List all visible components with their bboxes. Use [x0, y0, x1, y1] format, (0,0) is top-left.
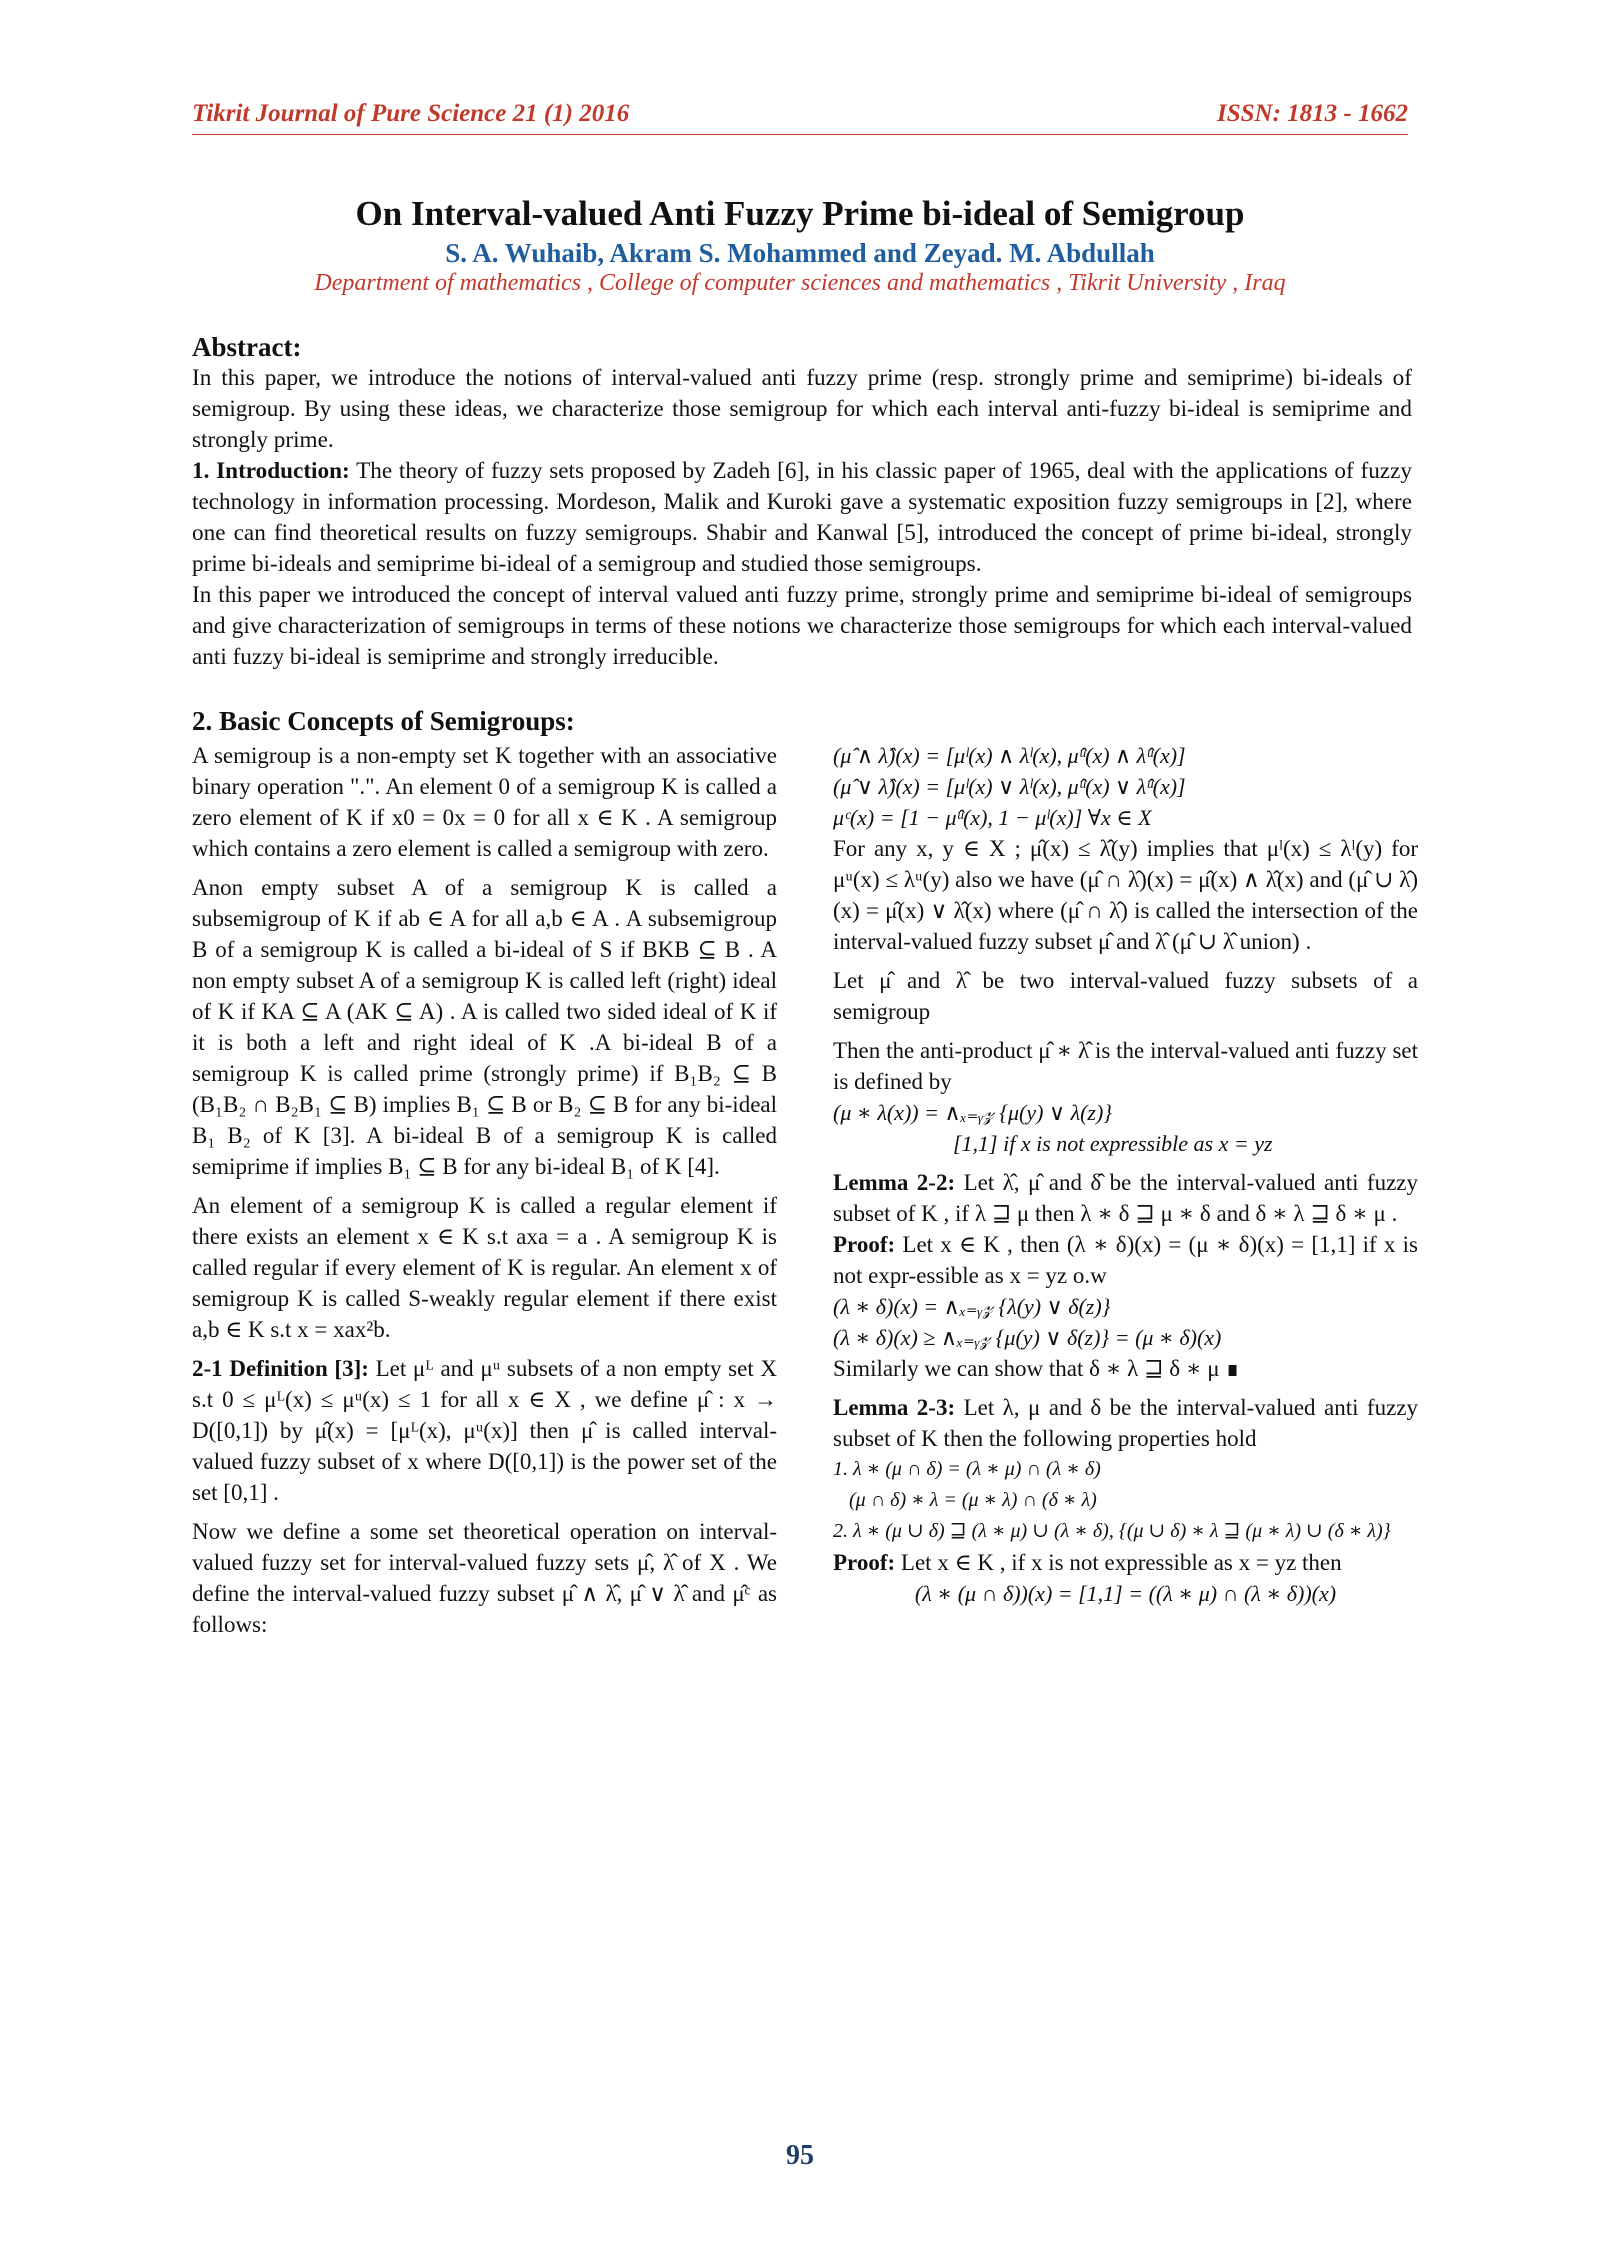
property-2: 2. λ ∗ (μ ∪ δ) ⊒ (λ ∗ μ) ∪ (λ ∗ δ), {(μ ∪ δ) ∗ λ ⊒ (μ ∗ λ) ∪ (δ ∗ λ)} — [833, 1520, 1391, 1542]
proof-conclusion: Similarly we can show that δ ∗ λ ⊒ δ ∗ μ ∎ — [833, 1356, 1240, 1381]
definition-heading: 2-1 Definition [3]: — [192, 1356, 369, 1381]
abstract-heading: Abstract: — [192, 332, 302, 362]
proof-equation-1: (λ ∗ δ)(x) = ∧ₓ₌ᵧ𝓏 {λ(y) ∨ δ(z)} — [833, 1294, 1111, 1319]
paper-authors: S. A. Wuhaib, Akram S. Mohammed and Zeyad. M. Abdullah — [445, 238, 1155, 268]
intro-heading: 1. Introduction: — [192, 458, 350, 484]
abstract-section — [192, 332, 1412, 673]
definition-text: Let μᴸ and μᵘ subsets of a non empty set X s.t 0 ≤ μᴸ(x) ≤ μᵘ(x) ≤ 1 for all x ∈ X , we define μ̂ : x → D([0,1]) by μ̂(x) = [μᴸ(x), μᵘ(x)] then μ̂ is called interval-valued fuzzy subset of x where D([0,1]) is the power set of the set [0,1] . — [192, 1356, 778, 1505]
proof-lemma-2-3 — [833, 1547, 1418, 1578]
property-1a: 1. λ ∗ (μ ∩ δ) = (λ ∗ μ) ∩ (λ ∗ δ) — [833, 1458, 1101, 1480]
equation-meet: (μ̂ ∧ λ̂)(x) = [μˡ(x) ∧ λˡ(x), μ̂ᵘ(x) ∧ λ̂ᵘ(x)] — [833, 743, 1186, 768]
right-column — [833, 740, 1418, 1609]
lemma-2-3-text: Let λ, μ and δ be the interval-valued anti fuzzy subset of K then the following properties hold — [833, 1395, 1418, 1451]
proof-lemma-2-2 — [833, 1229, 1418, 1291]
basic-paragraph-1: A semigroup is a non-empty set K together with an associative binary operation ".". An element 0 of a semigroup K is called a zero element of K if x0 = 0x = 0 for all x ∈ K . A semigroup which contains a zero element is called a semigroup with zero. — [192, 743, 777, 861]
abstract-text: In this paper, we introduce the notions of interval-valued anti fuzzy prime (resp. strongly prime and semiprime) bi-ideals of semigroup. By using these ideas, we characterize those semigroup for which each interval anti-fuzzy bi-ideal is semiprime and strongly prime. — [192, 365, 1412, 453]
lemma-2-2-heading: Lemma 2-2: — [833, 1170, 956, 1195]
basic-paragraph-4: Now we define a some set theoretical operation on interval-valued fuzzy set for interval-valued fuzzy sets μ̂, λ̂ of X . We define the interval-valued fuzzy subset μ̂ ∧ λ̂, μ̂ ∨ λ̂ and μ̂ᶜ as follows: — [192, 1519, 777, 1637]
lemma-2-3-heading: Lemma 2-3: — [833, 1395, 956, 1420]
lemma-2-2-text: Let λ̂, μ̂ and δ̂ be the interval-valued anti fuzzy subset of K , if λ ⊒ μ then λ ∗ δ ⊒ μ ∗ δ and δ ∗ λ ⊒ δ ∗ μ . — [833, 1170, 1418, 1226]
lemma-2-2 — [833, 1167, 1418, 1229]
anti-product-paragraph: Then the anti-product μ̂ ∗ λ̂ is the interval-valued anti fuzzy set is defined by — [833, 1038, 1418, 1094]
intro-paragraph-2: In this paper we introduced the concept of interval valued anti fuzzy prime, strongly prime and semiprime bi-ideal of semigroups and give characterization of semigroups in terms of these notions we characterize those semigroups for which each interval-valued anti fuzzy bi-ideal is semiprime and strongly irreducible. — [192, 582, 1412, 670]
journal-name: Tikrit Journal of Pure Science 21 (1) 2016 — [192, 100, 630, 127]
intro-text-1: The theory of fuzzy sets proposed by Zadeh [6], in his classic paper of 1965, deal with the applications of fuzzy technology in information processing. Mordeson, Malik and Kuroki gave a systematic exposition fuzzy semigroups in [2], where one can find theoretical results on fuzzy semigroups. Shabir and Kanwal [5], introduced the concept of prime bi-ideal, strongly prime bi-ideals and semiprime bi-ideal of a semigroup and studied those semigroups. — [192, 458, 1412, 577]
page-number: 95 — [786, 2140, 814, 2171]
order-paragraph: For any x, y ∈ X ; μ̂(x) ≤ λ̂(y) implies that μˡ(x) ≤ λˡ(y) for μᵘ(x) ≤ λᵘ(y) also we have (μ̂ ∩ λ̂)(x) = μ̂(x) ∧ λ̂(x) and (μ̂ ∪ λ̂)(x) = μ̂(x) ∨ λ̂(x) where (μ̂ ∩ λ̂) is called the intersection of the interval-valued fuzzy subset μ̂ and λ̂ (μ̂ ∪ λ̂ union) . — [833, 836, 1418, 954]
proof-equation-2: (λ ∗ δ)(x) ≥ ∧ₓ₌ᵧ𝓏 {μ(y) ∨ δ(z)} = (μ ∗ δ)(x) — [833, 1325, 1222, 1350]
left-column — [192, 740, 777, 1640]
intro-paragraph-1 — [192, 456, 1412, 580]
issn: ISSN: 1813 - 1662 — [1217, 100, 1408, 127]
proof-2-equation: (λ ∗ (μ ∩ δ))(x) = [1,1] = ((λ ∗ μ) ∩ (λ ∗ δ))(x) — [914, 1581, 1337, 1606]
proof-heading: Proof: — [833, 1232, 896, 1257]
paper-affiliation: Department of mathematics , College of computer sciences and mathematics , Tikrit University , Iraq — [314, 270, 1286, 296]
property-1b: (μ ∩ δ) ∗ λ = (μ ∗ λ) ∩ (δ ∗ λ) — [849, 1489, 1097, 1511]
let-paragraph: Let μ̂ and λ̂ be two interval-valued fuzzy subsets of a semigroup — [833, 968, 1418, 1024]
running-header — [192, 100, 1408, 135]
equation-join: (μ̂ ∨ λ̂)(x) = [μˡ(x) ∨ λˡ(x), μ̂ᵘ(x) ∨ λ̂ᵘ(x)] — [833, 774, 1186, 799]
proof-2-heading: Proof: — [833, 1550, 896, 1575]
anti-product-equation-case-1: (μ ∗ λ(x)) = ∧ₓ₌ᵧ𝓏 {μ(y) ∨ λ(z)} — [833, 1100, 1113, 1125]
lemma-2-3 — [833, 1392, 1418, 1454]
basic-paragraph-2: Anon empty subset A of a semigroup K is called a subsemigroup of K if ab ∈ A for all a,b ∈ A . A subsemigroup B of a semigroup K is called a bi-ideal of S if BKB ⊆ B . A non empty subset A of a semigroup K is called left (right) ideal of K if KA ⊆ A (AK ⊆ A) . A is called two sided ideal of K if it is both a left and right ideal of K .A bi-ideal B of a semigroup K is called prime (strongly prime) if B₁B₂ ⊆ B (B₁B₂ ∩ B₂B₁ ⊆ B) implies B₁ ⊆ B or B₂ ⊆ B for any bi-ideal B₁ B₂ of K [3]. A bi-ideal B of a semigroup K is called semiprime if implies B₁ ⊆ B for any bi-ideal B₁ of K [4]. — [192, 875, 777, 1179]
proof-2-text: Let x ∈ K , if x is not expressible as x = yz then — [900, 1550, 1342, 1575]
basic-paragraph-3: An element of a semigroup K is called a regular element if there exists an element x ∈ K s.t axa = a . A semigroup K is called regular if every element of K is regular. An element x of semigroup K is called S-weakly regular element if there exist a,b ∈ K s.t x = xax²b. — [192, 1193, 777, 1342]
anti-product-equation-case-2: [1,1] if x is not expressible as x = yz — [953, 1131, 1273, 1156]
equation-complement: μᶜ(x) = [1 − μ̂ᵘ(x), 1 − μˡ(x)] ∀x ∈ X — [833, 805, 1152, 830]
paper-title: On Interval-valued Anti Fuzzy Prime bi-ideal of Semigroup — [355, 194, 1245, 233]
definition-2-1 — [192, 1353, 777, 1508]
proof-text: Let x ∈ K , then (λ ∗ δ)(x) = (μ ∗ δ)(x) = [1,1] if x is not expr-essible as x = yz o.w — [833, 1232, 1419, 1288]
basic-concepts-heading: 2. Basic Concepts of Semigroups: — [192, 706, 575, 736]
